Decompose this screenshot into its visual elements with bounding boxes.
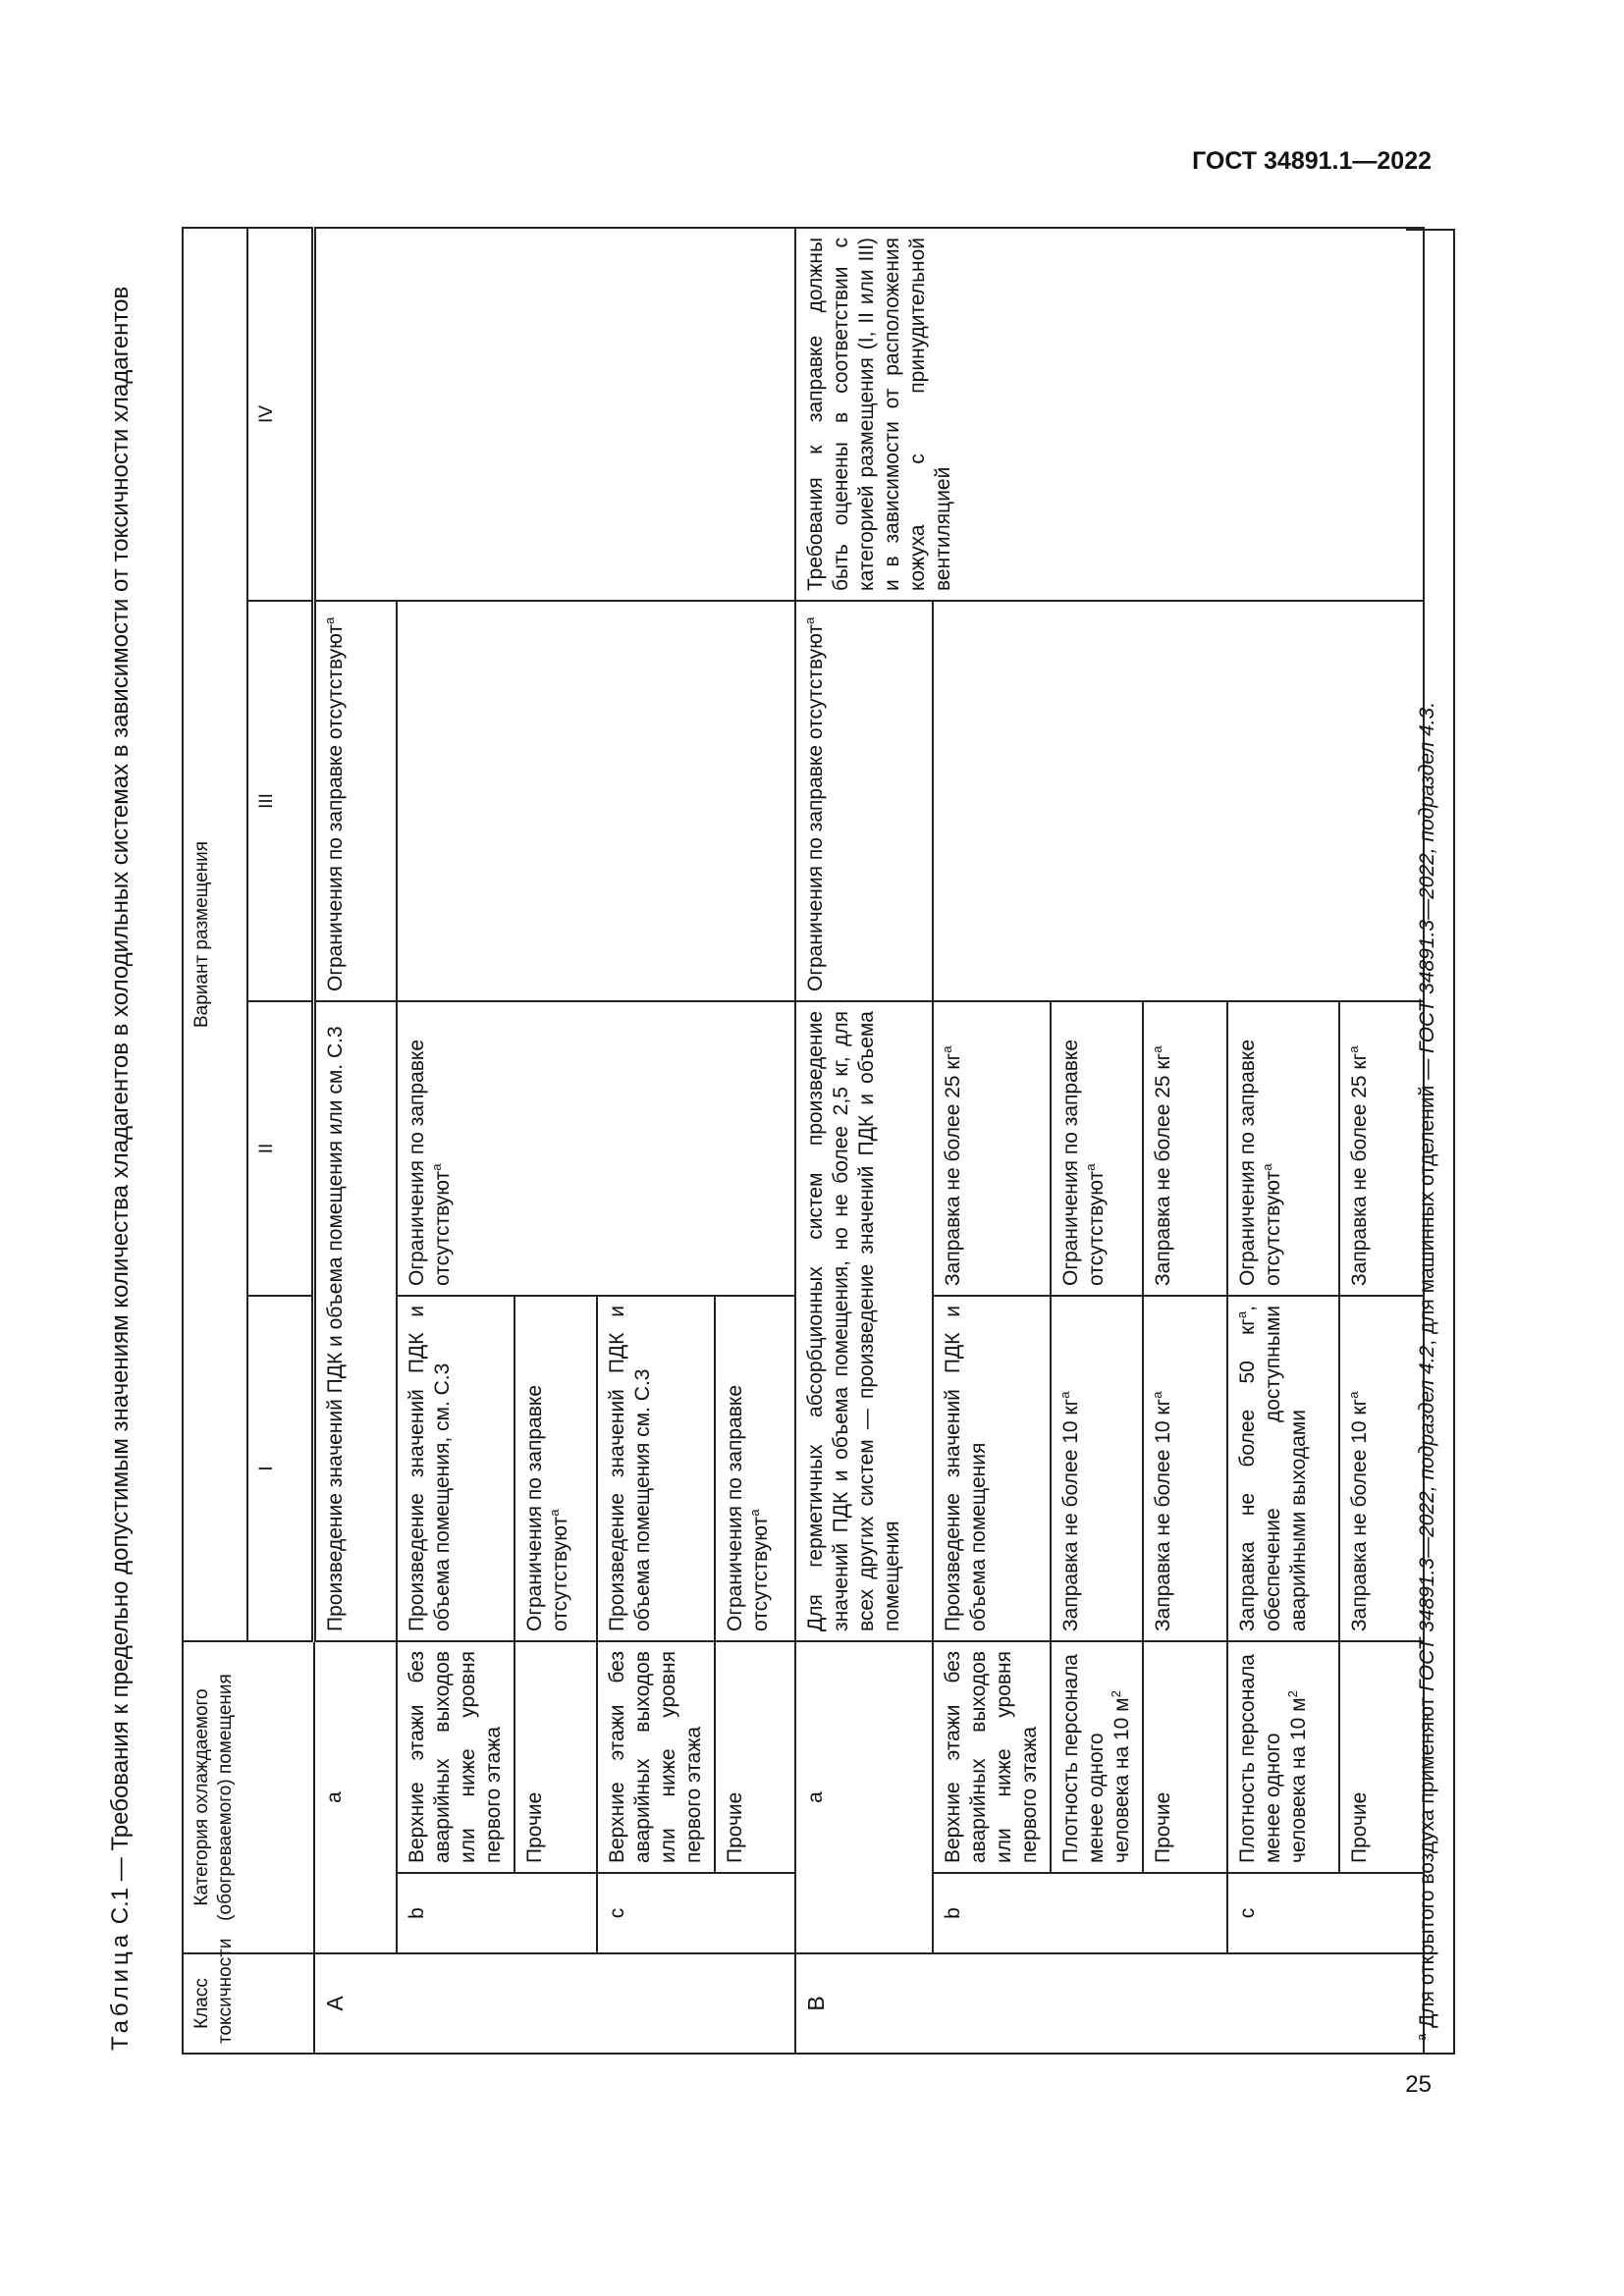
cell-text-value: Ограничения по заправке отсутствуют — [324, 623, 347, 991]
cell-text: Произведение значений ПДК и объема помещения — [933, 1296, 1051, 1641]
header-toxicity-class: Класс токсичности — [183, 1953, 314, 2054]
category-a-cell: a — [795, 1641, 933, 1953]
cell-text — [397, 1001, 795, 1296]
footnote-ref: ГОСТ 34891.3—2022, подраздел 4.3. — [1416, 701, 1438, 1054]
footnote-mark: a — [1345, 1391, 1361, 1399]
cell-text — [1051, 1001, 1143, 1296]
cell-text-value: Плотность персонала менее одного человека на 10 м — [1235, 1654, 1310, 1863]
footnote-text: Для открытого воздуха применяют — [1416, 1696, 1438, 2028]
cell-text — [1143, 1001, 1227, 1296]
cell-text-value: Ограничения по заправке отсутствуют — [405, 1039, 454, 1286]
table-caption — [106, 136, 135, 2051]
class-b-cell: B — [795, 1953, 1424, 2054]
table-caption-text: С.1 — Требования к предельно допустимым значениям количества хладагентов в холодильных системах в зависимости от токсичности хладагентов — [107, 286, 134, 1925]
footnote-mark: a — [546, 1509, 562, 1517]
cell-text — [1227, 1001, 1339, 1296]
footnote-mark: a — [1149, 1045, 1164, 1053]
cell-text: Произведение значений ПДК и объема помещения или см. С.3 — [314, 1001, 397, 1641]
header-variant-ii: II — [247, 1001, 314, 1296]
square-exponent: 2 — [1284, 1690, 1300, 1698]
cell-text — [933, 601, 1424, 1001]
cell-text-value: Заправка не более 10 кг — [1151, 1398, 1174, 1631]
subcategory-b-cell: b — [933, 1873, 1227, 1953]
cell-text — [1143, 1296, 1227, 1641]
subcategory-b-cell: b — [397, 1873, 597, 1953]
cell-text — [715, 1296, 795, 1641]
cell-text: Верхние этажи без аварийных выходов или ниже уровня первого этажа — [397, 1641, 514, 1873]
cell-text — [1227, 1296, 1339, 1641]
header-placement-variant: Вариант размещения — [183, 228, 247, 1641]
subcategory-c-cell: c — [1227, 1873, 1424, 1953]
cell-text — [1051, 1296, 1143, 1641]
cell-text — [397, 601, 795, 1001]
square-exponent: 2 — [1108, 1690, 1123, 1698]
cell-text-value: Заправка не более 10 кг — [1058, 1398, 1082, 1631]
cell-text: Прочие — [715, 1641, 795, 1873]
footnote-mark: a — [1082, 1163, 1098, 1171]
cell-text — [1051, 1641, 1143, 1873]
cell-text: Прочие — [1143, 1641, 1227, 1873]
cell-text: Произведение значений ПДК и объема помещения, см. С.3 — [397, 1296, 514, 1641]
table-footnote — [1406, 229, 1455, 2055]
cell-text: Для герметичных абсорбционных систем произведение значений ПДК и объема помещения, но не более 2,5 кг, для всех других систем — произведение значений ПДК и объема помещения — [795, 1001, 933, 1641]
cell-text: Верхние этажи без аварийных выходов или ниже уровня первого этажа — [597, 1641, 715, 1873]
footnote-mark: a — [1149, 1391, 1164, 1399]
cell-text-value: Ограничения по заправке отсутствуют — [1058, 1039, 1108, 1286]
cell-text-value: Заправка не более 25 кг — [1151, 1052, 1174, 1286]
cell-text-value: Заправка не более 25 кг — [941, 1052, 964, 1286]
cell-text: Верхние этажи без аварийных выходов или ниже уровня первого этажа — [933, 1641, 1051, 1873]
cell-text-value: Ограничения по заправке отсутствуют — [1235, 1039, 1284, 1286]
header-row-1 — [183, 228, 247, 2054]
cell-text-value: Ограничения по заправке отсутствуют — [723, 1384, 772, 1631]
page-number: 25 — [1405, 2071, 1432, 2098]
cell-text — [1227, 1641, 1339, 1873]
header-room-category: Категория охлаждаемого (обогреваемого) помещения — [183, 1641, 314, 1953]
cell-text-value: Ограничения по заправке отсутствуют — [522, 1384, 571, 1631]
footnote-mark: a — [428, 1163, 444, 1171]
subcategory-c-cell: c — [597, 1873, 795, 1953]
cell-text: Произведение значений ПДК и объема помещения см. С.3 — [597, 1296, 715, 1641]
footnote-text: , для машинных отделений — — [1416, 1058, 1438, 1346]
footnote-mark: a — [801, 616, 817, 624]
cell-text-tail: , обеспечение доступными аварийными выходами — [1235, 1306, 1310, 1631]
class-a-cell: A — [314, 1953, 795, 2054]
cell-text-value: Заправка не более 25 кг — [1347, 1052, 1371, 1286]
footnote-mark: a — [746, 1509, 762, 1517]
cell-text-value: Заправка не более 10 кг — [1347, 1398, 1371, 1631]
cell-text-value: Заправка не более 50 кг — [1235, 1318, 1259, 1631]
footnote-mark: a — [1414, 2033, 1429, 2041]
requirements-table — [182, 227, 1425, 2055]
cell-text — [314, 228, 795, 601]
cell-text — [933, 1001, 1051, 1296]
document-code: ГОСТ 34891.1—2022 — [1192, 147, 1432, 175]
footnote-mark: a — [1056, 1391, 1072, 1399]
footnote-mark: a — [1345, 1045, 1361, 1053]
footnote-ref: ГОСТ 34891.3—2022, подраздел 4.2 — [1416, 1345, 1438, 1691]
cell-text — [314, 601, 397, 1001]
footnote-mark: a — [322, 616, 337, 624]
table-caption-prefix: Таблица — [107, 1930, 134, 2051]
header-variant-i: I — [247, 1296, 314, 1641]
table-row — [314, 228, 397, 2054]
footnote-mark: a — [1259, 1163, 1274, 1171]
cell-text — [795, 601, 933, 1001]
cell-text: Прочие — [1339, 1641, 1424, 1873]
variant-iv-requirement: Требования к заправке должны быть оценены в соответствии с категорией размещения (I, II или III) и в зависимости от расположения кожуха с принудительной вентиляцией — [795, 228, 1424, 601]
table-row — [795, 228, 933, 2054]
cell-text: Прочие — [514, 1641, 597, 1873]
footnote-mark: a — [1233, 1310, 1249, 1319]
cell-text-value: Ограничения по заправке отсутствуют — [803, 623, 827, 991]
footnote-mark: a — [939, 1045, 954, 1053]
cell-text-value: Плотность персонала менее одного человека на 10 м — [1058, 1654, 1133, 1863]
category-a-cell: a — [314, 1641, 397, 1953]
header-variant-iii: III — [247, 601, 314, 1001]
header-variant-iv: IV — [247, 228, 314, 601]
cell-text — [514, 1296, 597, 1641]
